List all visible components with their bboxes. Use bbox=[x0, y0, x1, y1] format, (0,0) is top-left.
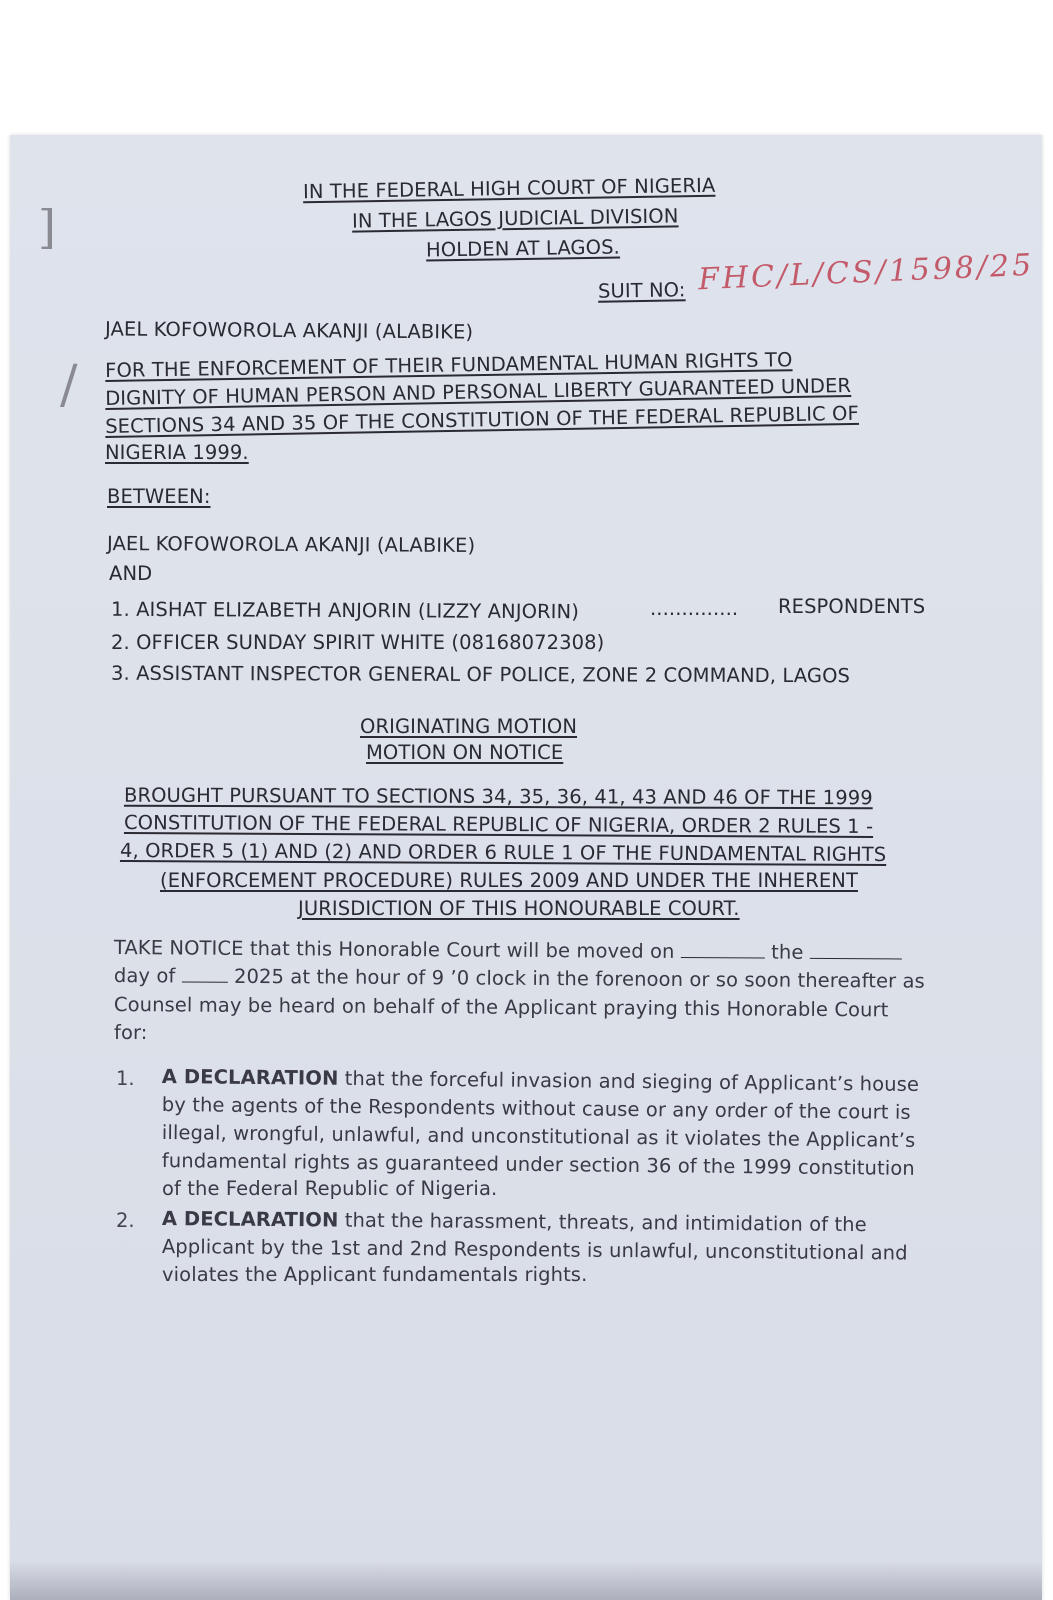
division-title: IN THE LAGOS JUDICIAL DIVISION bbox=[351, 204, 679, 233]
motion-subtitle: MOTION ON NOTICE bbox=[366, 741, 564, 764]
date-blank bbox=[810, 940, 902, 960]
holden-title: HOLDEN AT LAGOS. bbox=[425, 235, 621, 262]
enforcement-line: DIGNITY OF HUMAN PERSON AND PERSONAL LIBERTY GUARANTEED UNDER bbox=[105, 373, 852, 410]
notice-text: day of bbox=[113, 964, 176, 988]
prayer-line: illegal, wrongful, unlawful, and unconstitutional as it violates the Applicant’s bbox=[161, 1121, 916, 1152]
prayer-line bbox=[162, 1207, 867, 1236]
margin-bracket-mark: / bbox=[60, 355, 78, 415]
notice-text: the bbox=[771, 940, 804, 964]
respondent-item: 1. AISHAT ELIZABETH ANJORIN (LIZZY ANJORIN) bbox=[110, 597, 580, 624]
prayer-text: that the forceful invasion and sieging of Applicant’s house bbox=[338, 1066, 920, 1096]
enforcement-line: SECTIONS 34 AND 35 OF THE CONSTITUTION OF THE FEDERAL REPUBLIC OF bbox=[105, 401, 860, 438]
prayer-number: 1. bbox=[116, 1067, 135, 1090]
brought-pursuant-line: (ENFORCEMENT PROCEDURE) RULES 2009 AND UNDER THE INHERENT bbox=[160, 869, 858, 892]
and-label: AND bbox=[109, 562, 153, 585]
prayer-number: 2. bbox=[116, 1209, 135, 1232]
brought-pursuant-line: BROUGHT PURSUANT TO SECTIONS 34, 35, 36, 41, 43 AND 46 OF THE 1999 bbox=[123, 783, 873, 810]
notice-text: 2025 at the hour of 9 ’0 clock in the forenoon or so soon thereafter as bbox=[233, 964, 925, 993]
notice-line: Counsel may be heard on behalf of the Applicant praying this Honorable Court bbox=[113, 993, 889, 1022]
brought-pursuant-line: JURISDICTION OF THIS HONOURABLE COURT. bbox=[298, 897, 740, 920]
motion-title: ORIGINATING MOTION bbox=[360, 715, 578, 738]
respondents-label: RESPONDENTS bbox=[778, 595, 926, 618]
page-bottom-shadow bbox=[10, 1560, 1042, 1600]
prayer-line bbox=[162, 1065, 919, 1096]
prayer-line: of the Federal Republic of Nigeria. bbox=[162, 1177, 498, 1200]
notice-line: for: bbox=[114, 1021, 148, 1044]
enforcement-line: NIGERIA 1999. bbox=[105, 441, 249, 464]
prayer-lead: A DECLARATION bbox=[161, 1065, 339, 1090]
respondents-dots: .............. bbox=[650, 597, 739, 620]
notice-line bbox=[114, 963, 925, 993]
prayer-text: that the harassment, threats, and intimidation of the bbox=[338, 1208, 867, 1237]
suit-number-handwritten: FHC/L/CS/1598/25 bbox=[697, 247, 1035, 298]
date-blank bbox=[681, 939, 765, 959]
prayer-line: fundamental rights as guaranteed under section 36 of the 1999 constitution bbox=[161, 1149, 915, 1180]
prayer-line: by the agents of the Respondents without cause or any order of the court is bbox=[161, 1093, 911, 1124]
date-blank bbox=[182, 963, 228, 982]
prayer-lead: A DECLARATION bbox=[161, 1207, 339, 1232]
enforcement-line: FOR THE ENFORCEMENT OF THEIR FUNDAMENTAL HUMAN RIGHTS TO bbox=[105, 348, 793, 382]
brought-pursuant-line: CONSTITUTION OF THE FEDERAL REPUBLIC OF NIGERIA, ORDER 2 RULES 1 - bbox=[123, 811, 874, 838]
prayer-line: Applicant by the 1st and 2nd Respondents is unlawful, unconstitutional and bbox=[161, 1235, 908, 1265]
respondent-item: 3. ASSISTANT INSPECTOR GENERAL OF POLICE, ZONE 2 COMMAND, LAGOS bbox=[110, 661, 851, 688]
brought-pursuant-line: 4, ORDER 5 (1) AND (2) AND ORDER 6 RULE 1 OF THE FUNDAMENTAL RIGHTS bbox=[119, 838, 887, 867]
notice-text: TAKE NOTICE that this Honorable Court will be moved on bbox=[113, 936, 675, 963]
prayer-line: violates the Applicant fundamentals rights. bbox=[162, 1263, 588, 1286]
court-title: IN THE FEDERAL HIGH COURT OF NIGERIA bbox=[302, 173, 716, 204]
between-label: BETWEEN: bbox=[107, 485, 211, 508]
respondent-item: 2. OFFICER SUNDAY SPIRIT WHITE (08168072308) bbox=[111, 631, 605, 654]
document-page bbox=[10, 135, 1042, 1600]
applicant-party: JAEL KOFOWOROLA AKANJI (ALABIKE) bbox=[106, 532, 476, 557]
notice-line bbox=[114, 935, 902, 965]
suit-number-label: SUIT NO: bbox=[597, 278, 686, 303]
applicant-intro: JAEL KOFOWOROLA AKANJI (ALABIKE) bbox=[104, 317, 474, 344]
margin-bracket-mark: ] bbox=[38, 200, 56, 254]
